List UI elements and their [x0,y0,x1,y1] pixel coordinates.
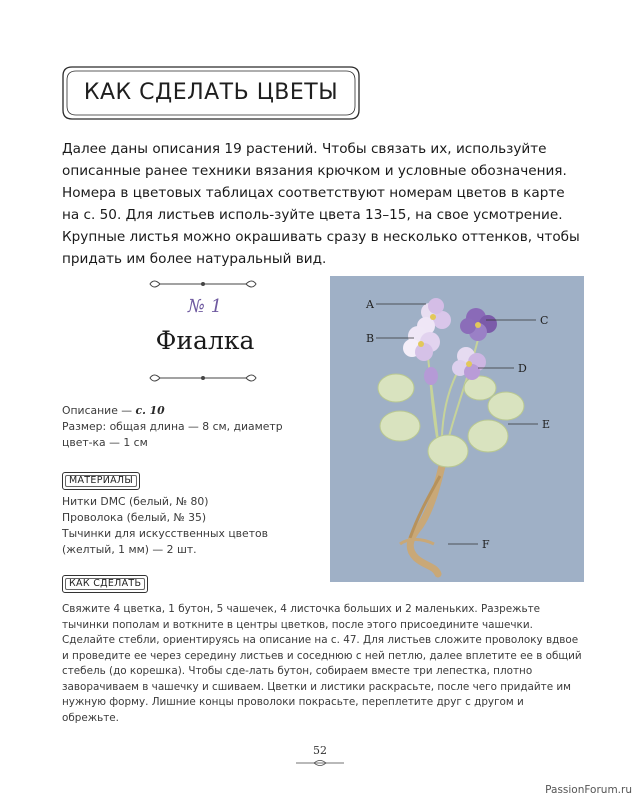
description-page-ref: с. 10 [135,404,165,417]
materials-badge: МАТЕРИАЛЫ [62,472,140,490]
flower-meta [62,403,290,451]
materials-item: Проволока (белый, № 35) [62,511,207,524]
materials-item: Нитки DMC (белый, № 80) [62,495,209,508]
materials-item: Тычинки для искусственных цветов (желтый, 1 мм) — 2 шт. [62,527,268,556]
watermark: PassionForum.ru [545,784,632,796]
page-title: КАК СДЕЛАТЬ ЦВЕТЫ [83,80,339,105]
callout-label-c: C [540,314,549,327]
violet-bud [424,367,438,385]
description-label: Описание — [62,404,133,417]
flower-number: № 1 [187,296,223,317]
section-title-frame [62,66,360,120]
size-line: Размер: общая длина — 8 см, диаметр цвет-ка — 1 см [62,420,283,449]
callout-label-e: E [542,418,551,431]
materials-list [62,494,300,558]
howto-text: Свяжите 4 цветка, 1 бутон, 5 чашечек, 4 листочка больших и 2 маленьких. Разрежьте тычинки пополам и воткните в центры цветков, после этого присоедините чашечки. Сделайте стебли, ориентируясь на описание на с. 47. Для листьев сложите проволоку вдвое и проведите ее через середину листьев и соседнюю с ней петлю, далее вплетите ее в общий стебель (до корешка). Чтобы сде-лать бутон, собираем вместе три лепестка, плотно заворачиваем в чашечку и сшиваем. Цветки и листики раскрасьте, после чего придайте им нужную форму. Лишние концы проволоки покрасьте, переплетите друг с другом и обрежьте. [62,603,582,724]
ornament-divider-top [148,276,258,292]
callout-label-b: B [366,332,375,345]
callout-label-d: D [518,362,527,375]
page-number: 52 [313,744,327,757]
callout-label-f: F [482,538,490,551]
intro-paragraph: Далее даны описания 19 растений. Чтобы связать их, используйте описанные ранее техники вязания крючком и условные обозначения. Номера в цветовых таблицах соответствуют номерам цветов в карте на с. 50. Для листьев исполь-зуйте цвета 13–15, на свое усмотрение. Крупные листья можно окрашивать сразу в несколько оттенков, чтобы придать им более натуральный вид. [62,141,580,267]
howto-badge: КАК СДЕЛАТЬ [62,575,148,593]
page-number-ornament [292,758,348,768]
callout-label-a: A [366,298,374,311]
flower-name: Фиалка [155,326,255,355]
violet-photo [330,276,584,582]
ornament-divider-bottom [148,370,258,386]
description-line [62,403,290,419]
